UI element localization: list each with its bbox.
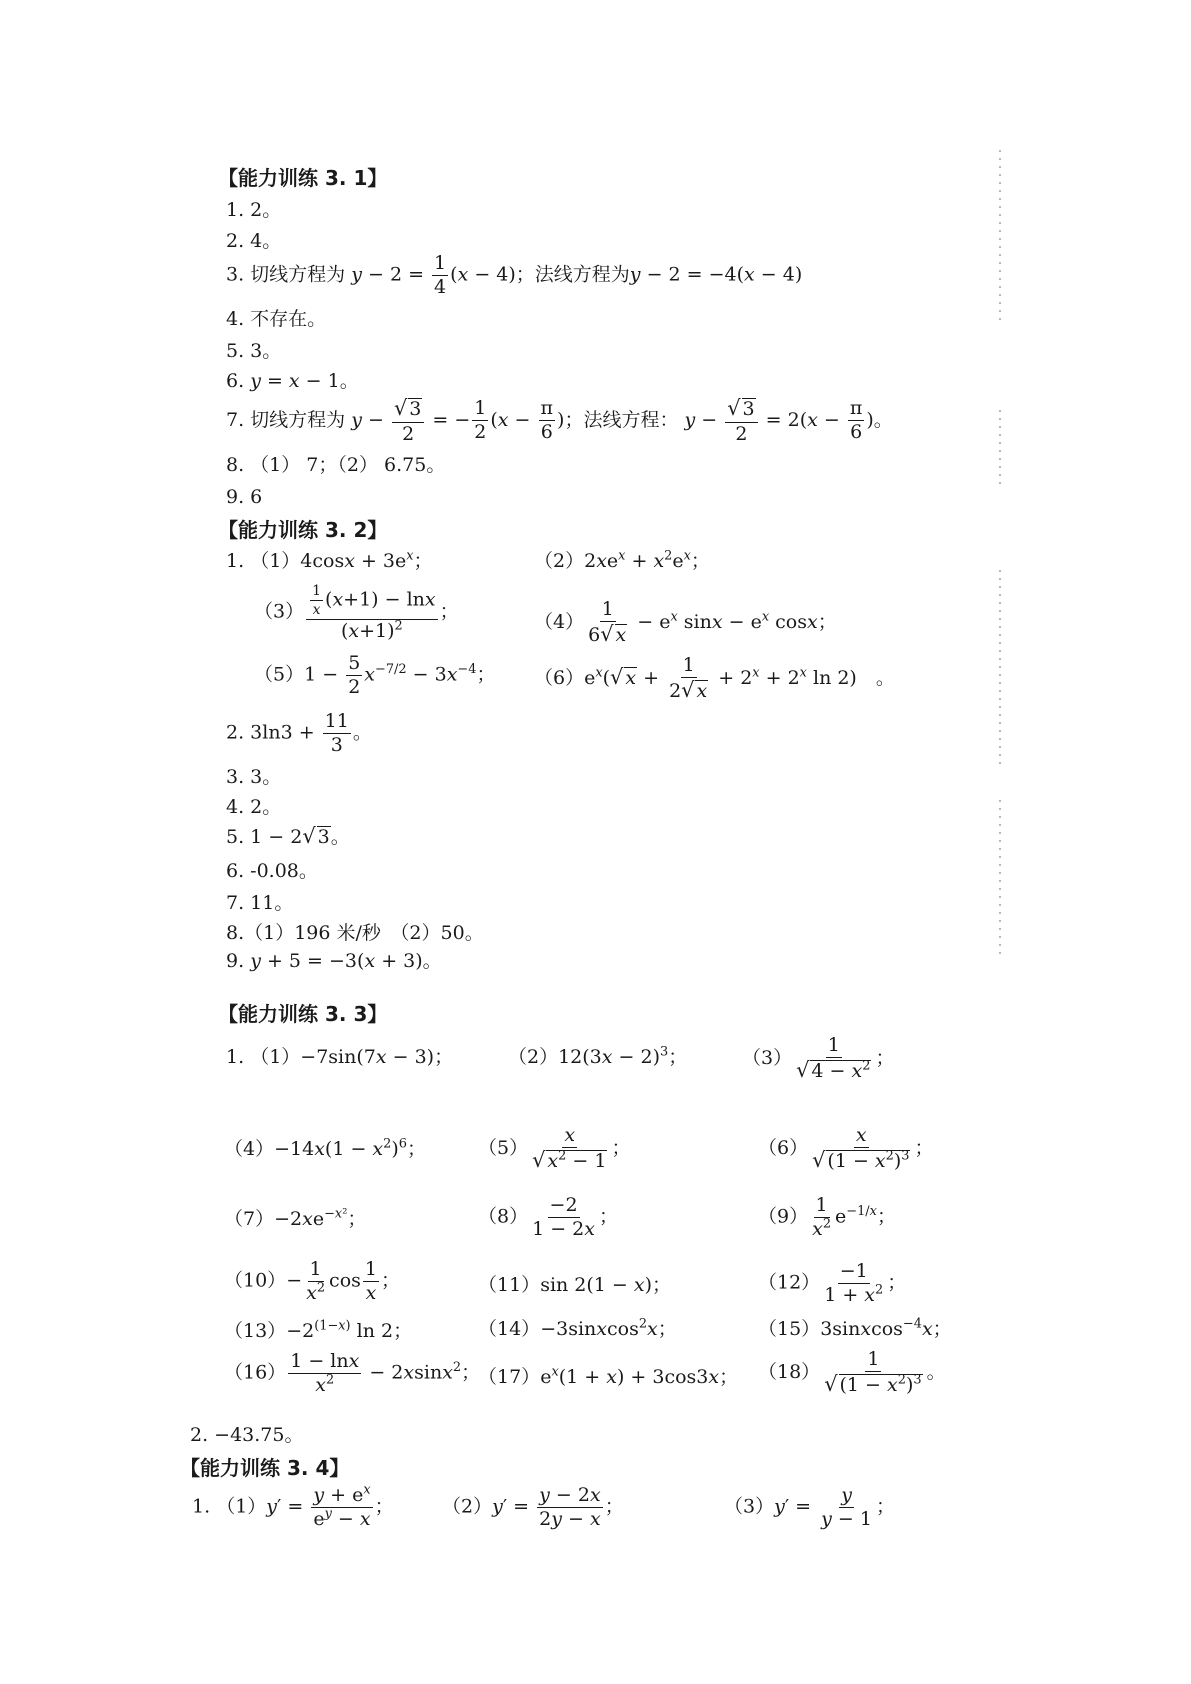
answer-3-1-3: 3. 切线方程为 y − 2 = $\frac{1}{4}$ (x − 4)；法线方程为y − 2 = −4(x − 4) (226, 252, 803, 298)
answer-3-1-6: 6. y = x − 1。 (226, 370, 359, 392)
answer-3-3-1-2: $(2)12(3x - 2)^3$； (508, 1044, 688, 1068)
answer-label: ；法线方程为 (515, 263, 630, 286)
answer-label: 6. (226, 370, 245, 392)
part-label: （5） (478, 1136, 529, 1159)
part-label: （3） (724, 1495, 775, 1518)
part-label: （17） (478, 1366, 541, 1388)
answer-3-4-1-2: （2）y′ = $\frac{y - 2x}{2y - x}$ ； (442, 1484, 624, 1530)
part-label: （2） (442, 1495, 493, 1518)
part-label: （1） (216, 1495, 267, 1518)
scan-margin-mark (999, 150, 1001, 320)
scan-margin-mark (999, 410, 1001, 490)
answer-3-1-1: 1. 2。 (226, 199, 282, 221)
answer-3-3-1-12: （12） $\frac{-1}{1 + x^2}$ ； (758, 1260, 907, 1306)
answer-label: 1. (192, 1495, 211, 1518)
answer-3-2-5: 5. 1 − 2 √ 3 。 (226, 824, 350, 848)
part-label: （6） (758, 1136, 809, 1159)
answer-3-3-1-17: $(17)e^x(1 + x) + 3\cos 3x$； (478, 1364, 739, 1388)
answer-3-3-1-16: （16） $\frac{1 - \ln x}{x^2}$ − 2xsinx$^2$； (224, 1350, 481, 1396)
answer-label: 1. (226, 550, 245, 572)
answer-label: 1. (226, 1046, 245, 1068)
answer-3-3-1-7: $(7)-2xe^{-x^2}$； (224, 1206, 367, 1230)
part-label: （11） (478, 1274, 541, 1296)
answer-3-2-1-3: （3） $\frac{1}{x}$ (x+1) − lnx $(x+1)^2$ ； (254, 583, 459, 642)
part-label: （4） (224, 1138, 275, 1160)
scan-margin-mark (999, 570, 1001, 770)
answer-label: ；法线方程： (564, 408, 679, 431)
answer-3-3-1-10: （10）− $\frac{1}{x^2}$ cos $\frac{1}{x}$ ； (224, 1258, 400, 1304)
part-label: （14） (478, 1318, 541, 1340)
part-label: （1） (250, 550, 301, 572)
answer-3-2-1-1: 1. $(1)4\cos x + 3e^x$； (226, 548, 433, 572)
answer-3-3-1-8: （8） $\frac{-2}{1 - 2x}$ ； (478, 1194, 619, 1240)
answer-label: 2. (226, 721, 245, 744)
answer-3-3-1-3: （3） 1 √ $4 - x^2$ ； (742, 1034, 895, 1082)
answer-3-2-1-5: （5）1 − $\frac{5}{2}$ $x^{-7/2} - 3x^{-4}$； (254, 652, 496, 698)
part-label: （3） (254, 600, 305, 623)
part-label: （15） (758, 1318, 821, 1340)
answer-label: 5. (226, 826, 245, 848)
answer-3-2-6: 6. -0.08。 (226, 860, 318, 882)
answer-3-2-7: 7. 11。 (226, 892, 294, 914)
part-label: （4） (534, 610, 585, 633)
answer-3-3-1-1: 1. （1）−7sin(7x − 3)； (226, 1046, 454, 1068)
answer-3-3-2: 2. −43.75。 (190, 1424, 304, 1446)
section-heading-3-3: 【能力训练 3. 3】 (218, 1002, 388, 1026)
part-label: （18） (758, 1360, 821, 1383)
part-label: （13） (224, 1320, 287, 1342)
part-label: （8） (478, 1205, 529, 1228)
scan-margin-mark (999, 800, 1001, 960)
answer-3-1-8: 8. （1） 7；（2） 6.75。 (226, 454, 446, 476)
part-label: （16） (224, 1361, 287, 1384)
part-label: （7） (224, 1208, 275, 1230)
part-label: （2） (534, 550, 585, 572)
section-heading-3-2: 【能力训练 3. 2】 (218, 518, 388, 542)
section-heading-3-4: 【能力训练 3. 4】 (180, 1456, 350, 1480)
answer-3-2-1-6: $(6)e^x$( √ x + 1 2 √ x + $2^x + 2^x$ ln 2) 。 (534, 654, 895, 702)
answer-3-2-9: 9. y + 5 = −3(x + 3)。 (226, 950, 442, 972)
answer-3-3-1-14: （14）−3sinxcos$^2$x； (478, 1316, 677, 1340)
part-label: （3） (742, 1046, 793, 1069)
answer-label: 7. 切线方程为 (226, 408, 346, 431)
part-label: （6） (534, 666, 585, 689)
answer-label: 3. 切线方程为 (226, 263, 346, 286)
answer-3-3-1-6: （6） x √ $(1 - x^2)^3$ ； (758, 1124, 934, 1172)
part-label: （9） (758, 1205, 809, 1228)
part-label: （5） (254, 663, 305, 686)
answer-3-3-1-13: $(13)-2^{(1-x)}$ ln 2； (224, 1318, 413, 1342)
answer-3-2-2: 2. 3ln3 + $\frac{11}{3}$ 。 (226, 710, 372, 756)
answer-3-1-7: 7. 切线方程为 y − √ 3 2 = − $\frac{1}{2}$ (x − $\frac{\pi}{6}$ )；法线方程： y − √ 3 2 = 2(x − $\frac{\pi}{6}$ )。 (226, 396, 893, 445)
answer-3-2-1-2: $(2)2xe^x + x^2e^x$； (534, 548, 710, 572)
answer-3-3-1-9: （9） $\frac{1}{x^2}$ $e^{-1/x}$； (758, 1194, 896, 1240)
answer-label: 9. (226, 950, 245, 972)
answer-3-2-4: 4. 2。 (226, 796, 282, 818)
answer-3-2-3: 3. 3。 (226, 766, 282, 788)
answer-3-1-4: 4. 不存在。 (226, 308, 327, 330)
answer-3-1-5: 5. 3。 (226, 340, 282, 362)
answer-3-2-1-4: （4） 1 6 √ x − $e^x$ $\sin x - e^x$ cosx； (534, 598, 837, 646)
answer-3-3-1-15: （15）3sinxcos$^{-4}$x； (758, 1316, 952, 1340)
answer-3-4-1-3: （3）y′ = $\frac{y}{y - 1}$ ； (724, 1484, 895, 1530)
answer-3-3-1-11: （11）sin 2(1 − x)； (478, 1274, 672, 1296)
part-label: （1） (250, 1046, 301, 1068)
answer-3-1-9: 9. 6 (226, 486, 263, 508)
answer-3-1-2: 2. 4。 (226, 230, 282, 252)
section-heading-3-1: 【能力训练 3. 1】 (218, 166, 388, 190)
part-label: （10） (224, 1269, 287, 1292)
part-label: （12） (758, 1271, 821, 1294)
answer-3-3-1-18: （18） 1 √ $(1 - x^2)^3$ 。 (758, 1348, 946, 1396)
answer-3-2-8: 8.（1）196 米/秒 （2）50。 (226, 922, 484, 944)
part-label: （2） (508, 1046, 559, 1068)
answer-3-3-1-4: $(4)-14x(1 - x^2)^6$； (224, 1136, 427, 1160)
answer-3-4-1-1: 1. （1）y′ = $\frac{y + e^x}{e^y - x}$ ； (192, 1482, 394, 1530)
answer-3-3-1-5: （5） x √ $x^2 - 1$ ； (478, 1124, 631, 1172)
